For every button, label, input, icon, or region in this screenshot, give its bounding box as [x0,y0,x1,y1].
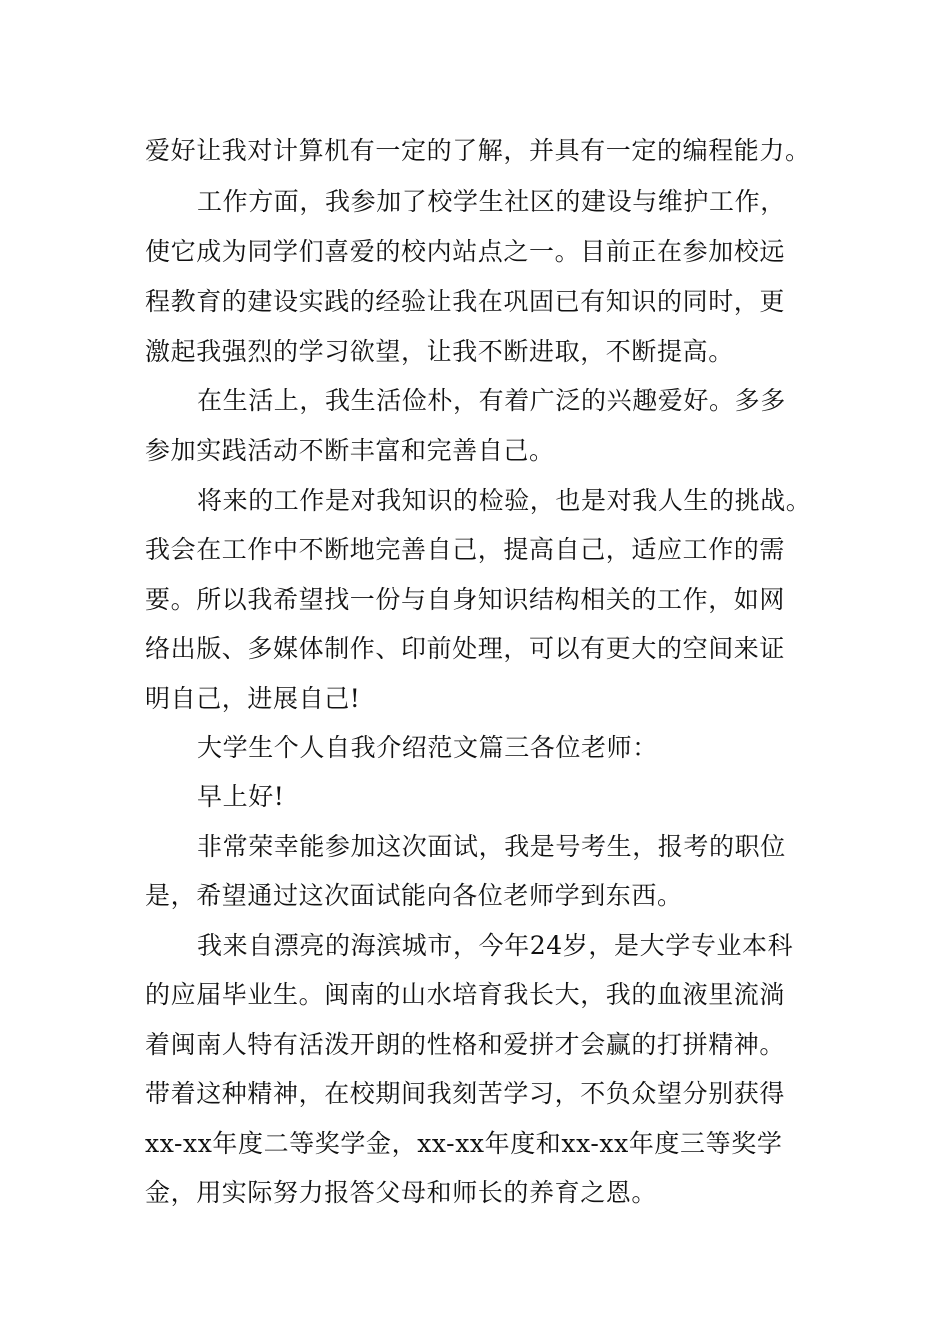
section-heading: 大学生个人自我介绍范文篇三各位老师： [197,733,658,762]
text-line: 我会在工作中不断地完善自己，提高自己，适应工作的需 [145,535,786,564]
text-line: 明自己，进展自己! [145,684,361,713]
text-line: 程教育的建设实践的经验让我在巩固已有知识的同时，更 [145,287,786,316]
text-line: 在生活上，我生活俭朴，有着广泛的兴趣爱好。多多 [197,386,786,415]
text-line: 络出版、多媒体制作、印前处理，可以有更大的空间来证 [145,634,786,663]
text-line: 的应届毕业生。闽南的山水培育我长大，我的血液里流淌 [145,980,786,1009]
text-line: 早上好! [197,782,285,811]
text-line: 是，希望通过这次面试能向各位老师学到东西。 [145,881,683,910]
text-line: 将来的工作是对我知识的检验，也是对我人生的挑战。 [197,486,812,515]
text-line: 带着这种精神，在校期间我刻苦学习，不负众望分别获得 [145,1079,786,1108]
text-line: 使它成为同学们喜爱的校内站点之一。目前正在参加校远 [145,237,786,266]
text-line: 激起我强烈的学习欲望，让我不断进取，不断提高。 [145,337,734,366]
text-line: 爱好让我对计算机有一定的了解，并具有一定的编程能力。 [145,136,811,165]
text-line: 着闽南人特有活泼开朗的性格和爱拼才会赢的打拼精神。 [145,1030,786,1059]
text-line: 工作方面，我参加了校学生社区的建设与维护工作， [197,187,786,216]
text-line: 要。所以我希望找一份与自身知识结构相关的工作，如网 [145,585,786,614]
text-line: 非常荣幸能参加这次面试，我是号考生，报考的职位 [197,832,786,861]
text-line: 参加实践活动不断丰富和完善自己。 [145,436,555,465]
text-line: 金，用实际努力报答父母和师长的养育之恩。 [145,1178,658,1207]
text-line: 我来自漂亮的海滨城市，今年24岁，是大学专业本科 [197,931,794,960]
text-line: xx-xx年度二等奖学金，xx-xx年度和xx-xx年度三等奖学 [145,1129,783,1158]
